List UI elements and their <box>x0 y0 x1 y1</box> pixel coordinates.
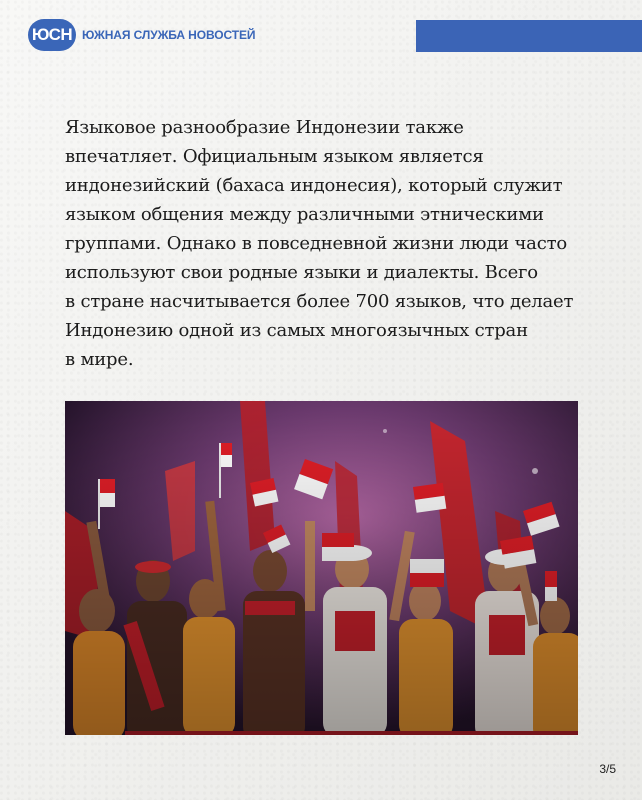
article-line: группами. Однако в повседневной жизни люди часто <box>65 233 567 254</box>
article-line: в мире. <box>65 349 134 370</box>
article-line: впечатляет. Официальным языком является <box>65 146 484 167</box>
logo-text: ЮЖНАЯ СЛУЖБА НОВОСТЕЙ <box>82 28 256 42</box>
article-line: Языковое разнообразие Индонезии также <box>65 117 464 138</box>
page-number: 3/5 <box>599 762 616 776</box>
festival-photo <box>65 401 578 735</box>
logo-badge: ЮСН <box>28 19 76 51</box>
article-line: индонезийский (бахаса индонесия), который служит <box>65 175 563 196</box>
article-line: в стране насчитывается более 700 языков, что делает <box>65 291 574 312</box>
brand-logo[interactable] <box>28 18 255 52</box>
header-accent-bar <box>416 20 642 52</box>
article-line: используют свои родные языки и диалекты. Всего <box>65 262 538 283</box>
article-text <box>65 113 600 374</box>
article-line: Индонезию одной из самых многоязычных стран <box>65 320 528 341</box>
article-line: языком общения между различными этническими <box>65 204 544 225</box>
